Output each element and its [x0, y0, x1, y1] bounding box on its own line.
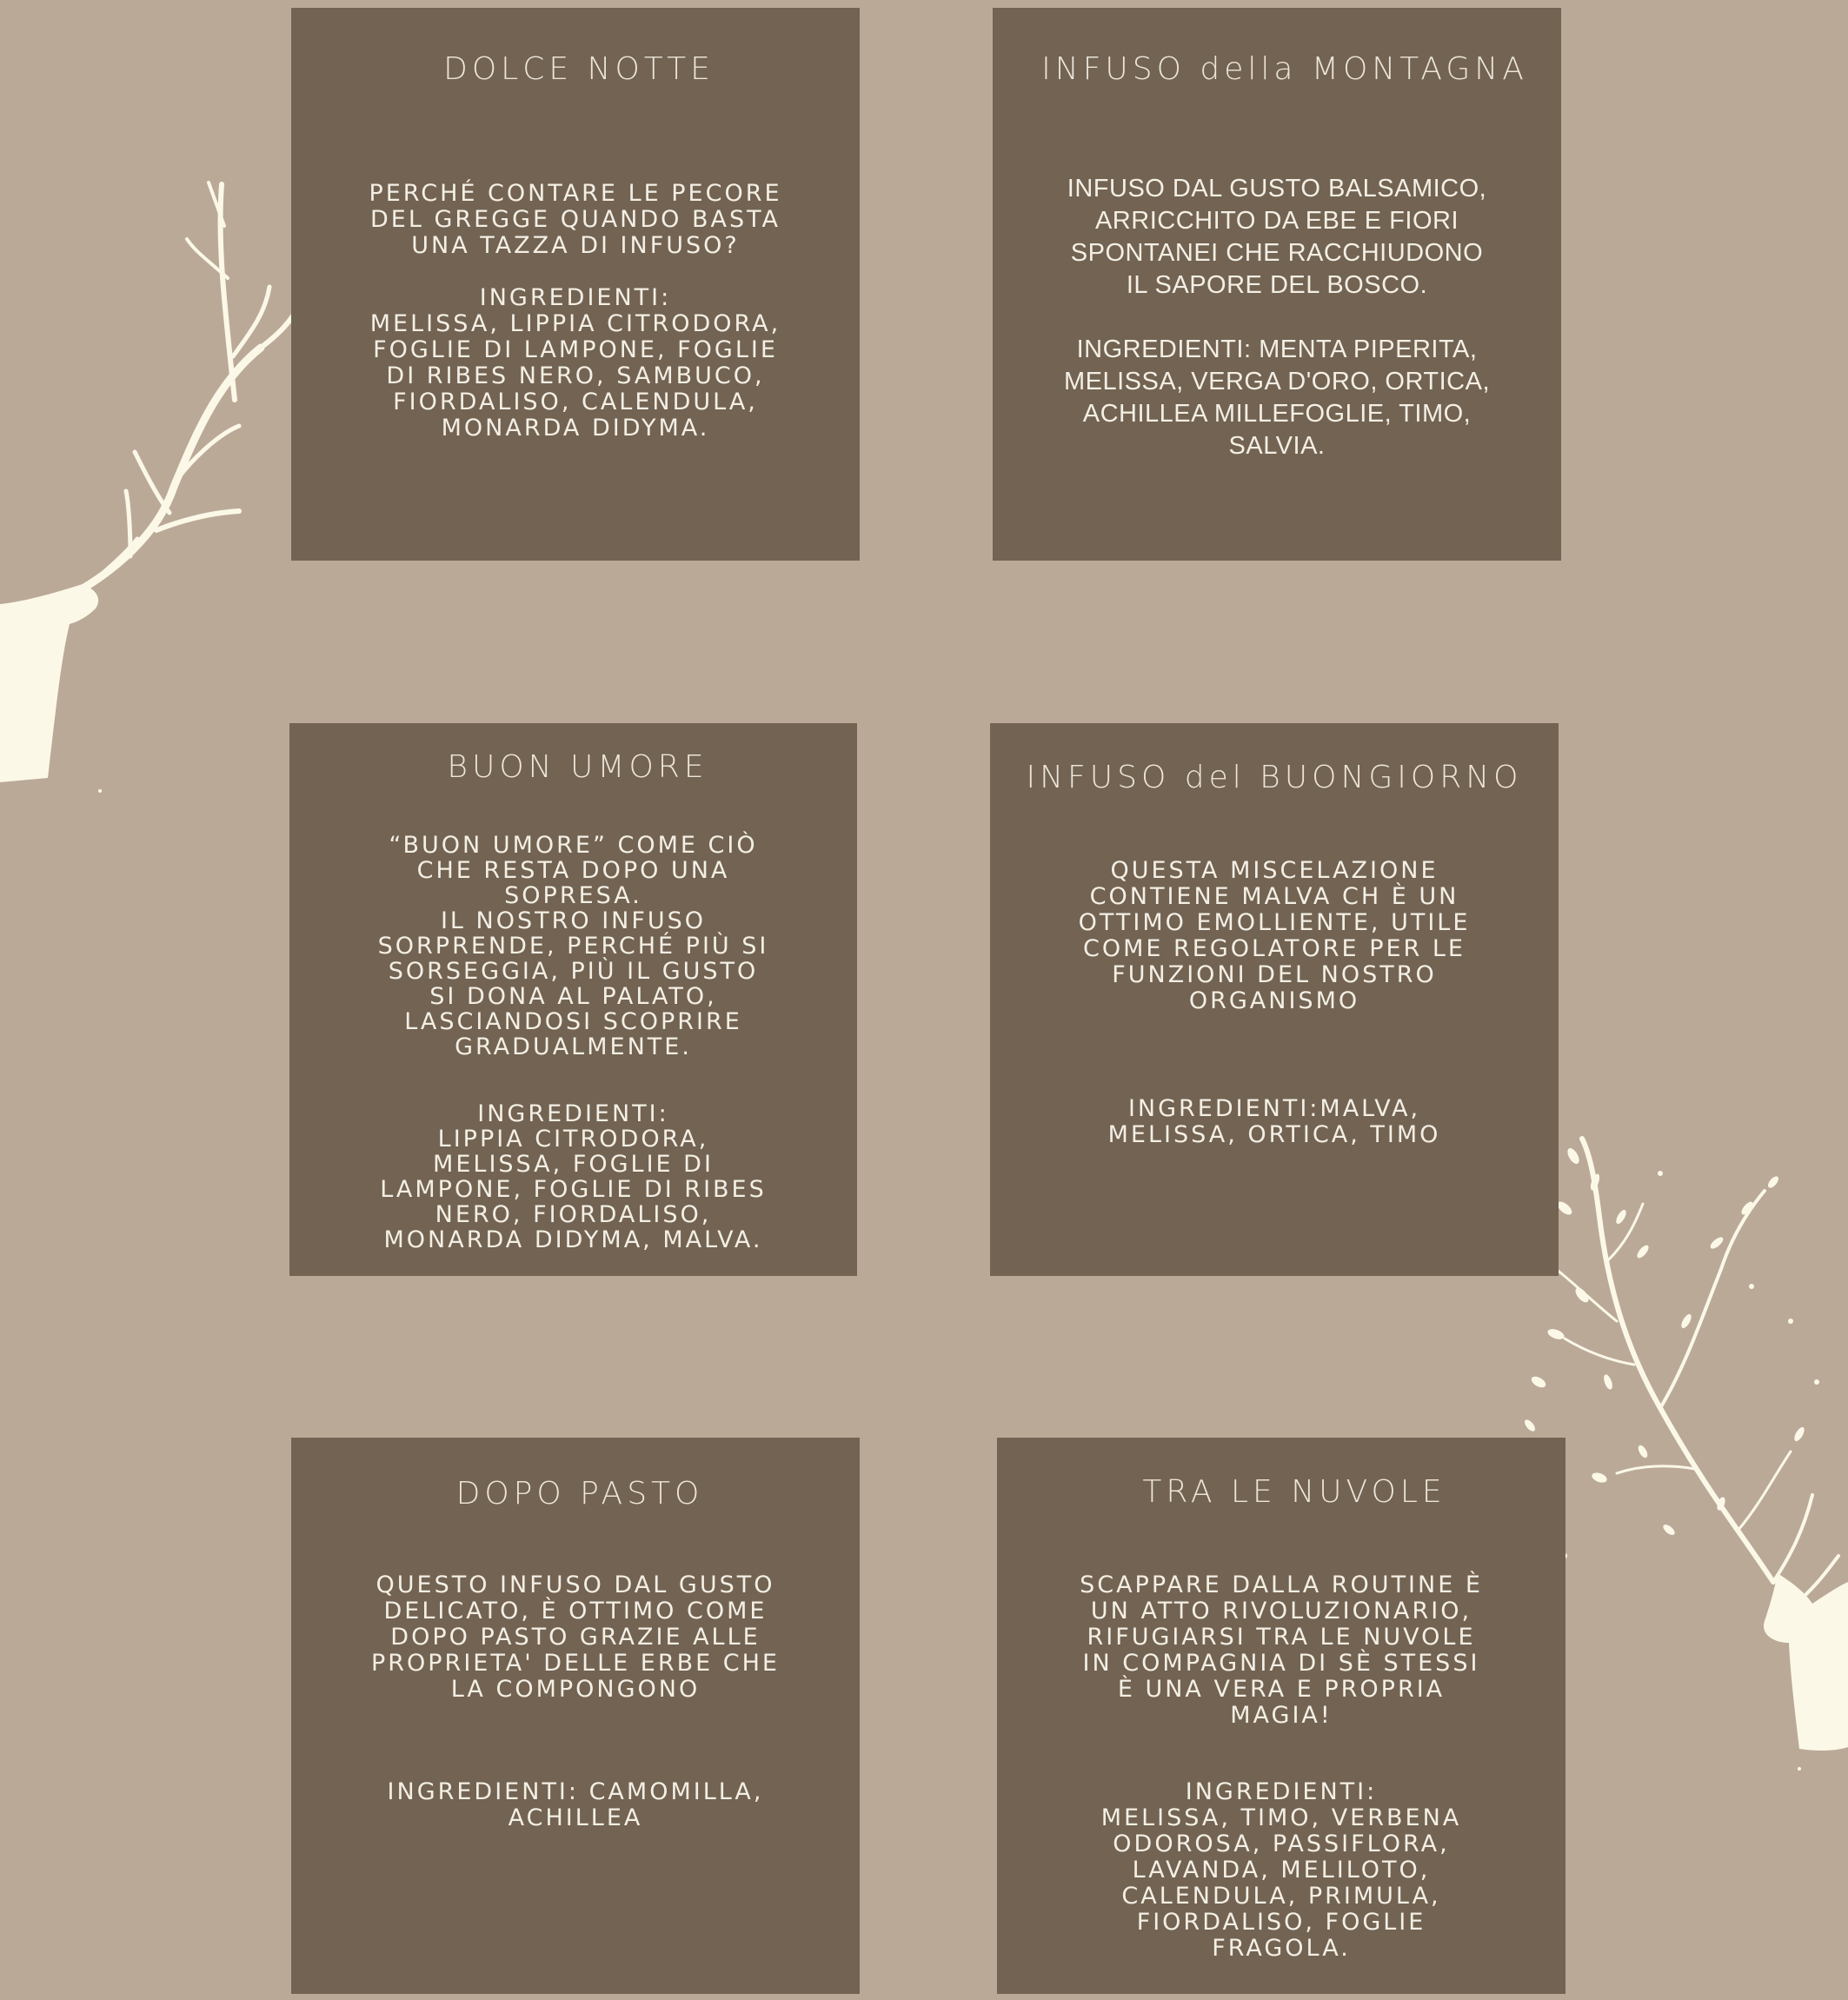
- text-line: FOGLIE DI LAMPONE, FOGLIE: [373, 336, 778, 363]
- text-line: ACHILLEA: [508, 1804, 643, 1831]
- text-line: DEL GREGGE QUANDO BASTA: [369, 206, 781, 233]
- text-line: UN ATTO RIVOLUZIONARIO,: [1090, 1598, 1472, 1625]
- text-line: MELISSA, TIMO, VERBENA: [1100, 1804, 1462, 1831]
- text-line: LAVANDA, MELILOTO,: [1132, 1857, 1431, 1884]
- text-line: OTTIMO EMOLLIENTE, UTILE: [1078, 909, 1471, 936]
- text-line: FUNZIONI DEL NOSTRO: [1112, 961, 1437, 988]
- product-card-dopo-pasto: [291, 1438, 860, 1994]
- text-line: SI DONA AL PALATO,: [429, 983, 717, 1010]
- card-title: INFUSO della MONTAGNA: [1041, 51, 1528, 87]
- card-title: DOLCE NOTTE: [443, 51, 715, 87]
- text-line: È UNA VERA E PROPRIA: [1117, 1676, 1446, 1703]
- card-description: [317, 181, 834, 442]
- text-line: QUESTA MISCELAZIONE: [1110, 857, 1439, 884]
- text-line: IL SAPORE DEL BOSCO.: [1126, 271, 1428, 299]
- card-description: [1023, 1572, 1539, 1962]
- text-line: DOPO PASTO GRAZIE ALLE: [390, 1624, 761, 1651]
- text-line: MELISSA, FOGLIE DI: [433, 1151, 714, 1178]
- text-line: MONARDA DIDYMA.: [441, 415, 710, 442]
- text-line: FIORDALISO, CALENDULA,: [393, 389, 758, 415]
- text-line: GRADUALMENTE.: [455, 1033, 692, 1060]
- text-line: COME REGOLATORE PER LE: [1082, 935, 1466, 962]
- card-description: [1019, 173, 1535, 462]
- text-line: SORPRENDE, PERCHÉ PIÙ SI: [377, 933, 769, 960]
- text-line: MONARDA DIDYMA, MALVA.: [383, 1226, 763, 1253]
- text-line: MELISSA, LIPPIA CITRODORA,: [369, 310, 781, 337]
- product-card-infuso-montagna: [993, 8, 1561, 561]
- product-card-tra-le-nuvole: [997, 1438, 1565, 1994]
- text-line: SOPRESA.: [504, 882, 642, 909]
- text-line: INGREDIENTI:: [477, 1100, 669, 1127]
- text-line: IN COMPAGNIA DI SÈ STESSI: [1082, 1650, 1480, 1677]
- text-line: ACHILLEA MILLEFOGLIE, TIMO,: [1082, 400, 1472, 428]
- card-description: [317, 1572, 834, 1831]
- text-line: CONTIENE MALVA CH È UN: [1089, 883, 1459, 910]
- product-card-infuso-buongiorno: [990, 723, 1559, 1276]
- text-line: FRAGOLA.: [1212, 1935, 1351, 1962]
- text-line: PERCHÉ CONTARE LE PECORE: [369, 180, 782, 207]
- text-line: INFUSO DAL GUSTO BALSAMICO,: [1067, 175, 1487, 203]
- card-description: [1016, 858, 1532, 1148]
- text-line: MAGIA!: [1230, 1702, 1333, 1729]
- text-line: CHE RESTA DOPO UNA: [416, 857, 730, 884]
- text-line: NERO, FIORDALISO,: [435, 1201, 712, 1228]
- text-line: CALENDULA, PRIMULA,: [1121, 1883, 1441, 1910]
- text-line: PROPRIETA' DELLE ERBE CHE: [370, 1650, 780, 1677]
- card-title: BUON UMORE: [447, 749, 708, 785]
- text-line: RIFUGIARSI TRA LE NUVOLE: [1087, 1624, 1476, 1651]
- text-line: SCAPPARE DALLA ROUTINE È: [1080, 1571, 1483, 1598]
- card-description: [316, 833, 831, 1252]
- text-line: INGREDIENTI:: [479, 284, 672, 311]
- text-line: LASCIANDOSI SCOPRIRE: [404, 1008, 742, 1035]
- text-line: LAMPONE, FOGLIE DI RIBES: [380, 1176, 767, 1203]
- text-line: IL NOSTRO INFUSO: [440, 907, 707, 934]
- card-title: TRA LE NUVOLE: [1142, 1474, 1446, 1510]
- text-line: SALVIA.: [1228, 432, 1326, 460]
- text-line: DELICATO, È OTTIMO COME: [383, 1598, 768, 1625]
- text-line: UNA TAZZA DI INFUSO?: [411, 232, 740, 259]
- text-line: SORSEGGIA, PIÙ IL GUSTO: [388, 958, 759, 985]
- text-line: LA COMPONGONO: [450, 1676, 701, 1703]
- text-line: DI RIBES NERO, SAMBUCO,: [386, 362, 765, 389]
- card-title: INFUSO del BUONGIORNO: [1026, 760, 1523, 795]
- text-line: INGREDIENTI:: [1185, 1778, 1378, 1805]
- text-line: INGREDIENTI:MALVA,: [1127, 1095, 1421, 1122]
- text-line: MELISSA, ORTICA, TIMO: [1107, 1121, 1441, 1148]
- text-line: LIPPIA CITRODORA,: [437, 1126, 709, 1153]
- text-line: MELISSA, VERGA D'ORO, ORTICA,: [1063, 368, 1491, 395]
- text-line: ODOROSA, PASSIFLORA,: [1113, 1831, 1450, 1857]
- text-line: ORGANISMO: [1188, 987, 1360, 1014]
- card-title: DOPO PASTO: [455, 1476, 704, 1512]
- text-line: INGREDIENTI: MENTA PIPERITA,: [1076, 336, 1478, 363]
- text-line: FIORDALISO, FOGLIE: [1136, 1909, 1426, 1936]
- text-line: “BUON UMORE” COME CIÒ: [389, 832, 758, 859]
- text-line: INGREDIENTI: CAMOMILLA,: [387, 1778, 764, 1805]
- deer-antler-left-icon: [0, 174, 304, 800]
- text-line: ARRICCHITO DA EBE E FIORI: [1094, 207, 1459, 235]
- product-card-buon-umore: [289, 723, 857, 1276]
- text-line: SPONTANEI CHE RACCHIUDONO: [1070, 239, 1484, 267]
- product-card-dolce-notte: [291, 8, 860, 561]
- text-line: QUESTO INFUSO DAL GUSTO: [376, 1571, 775, 1598]
